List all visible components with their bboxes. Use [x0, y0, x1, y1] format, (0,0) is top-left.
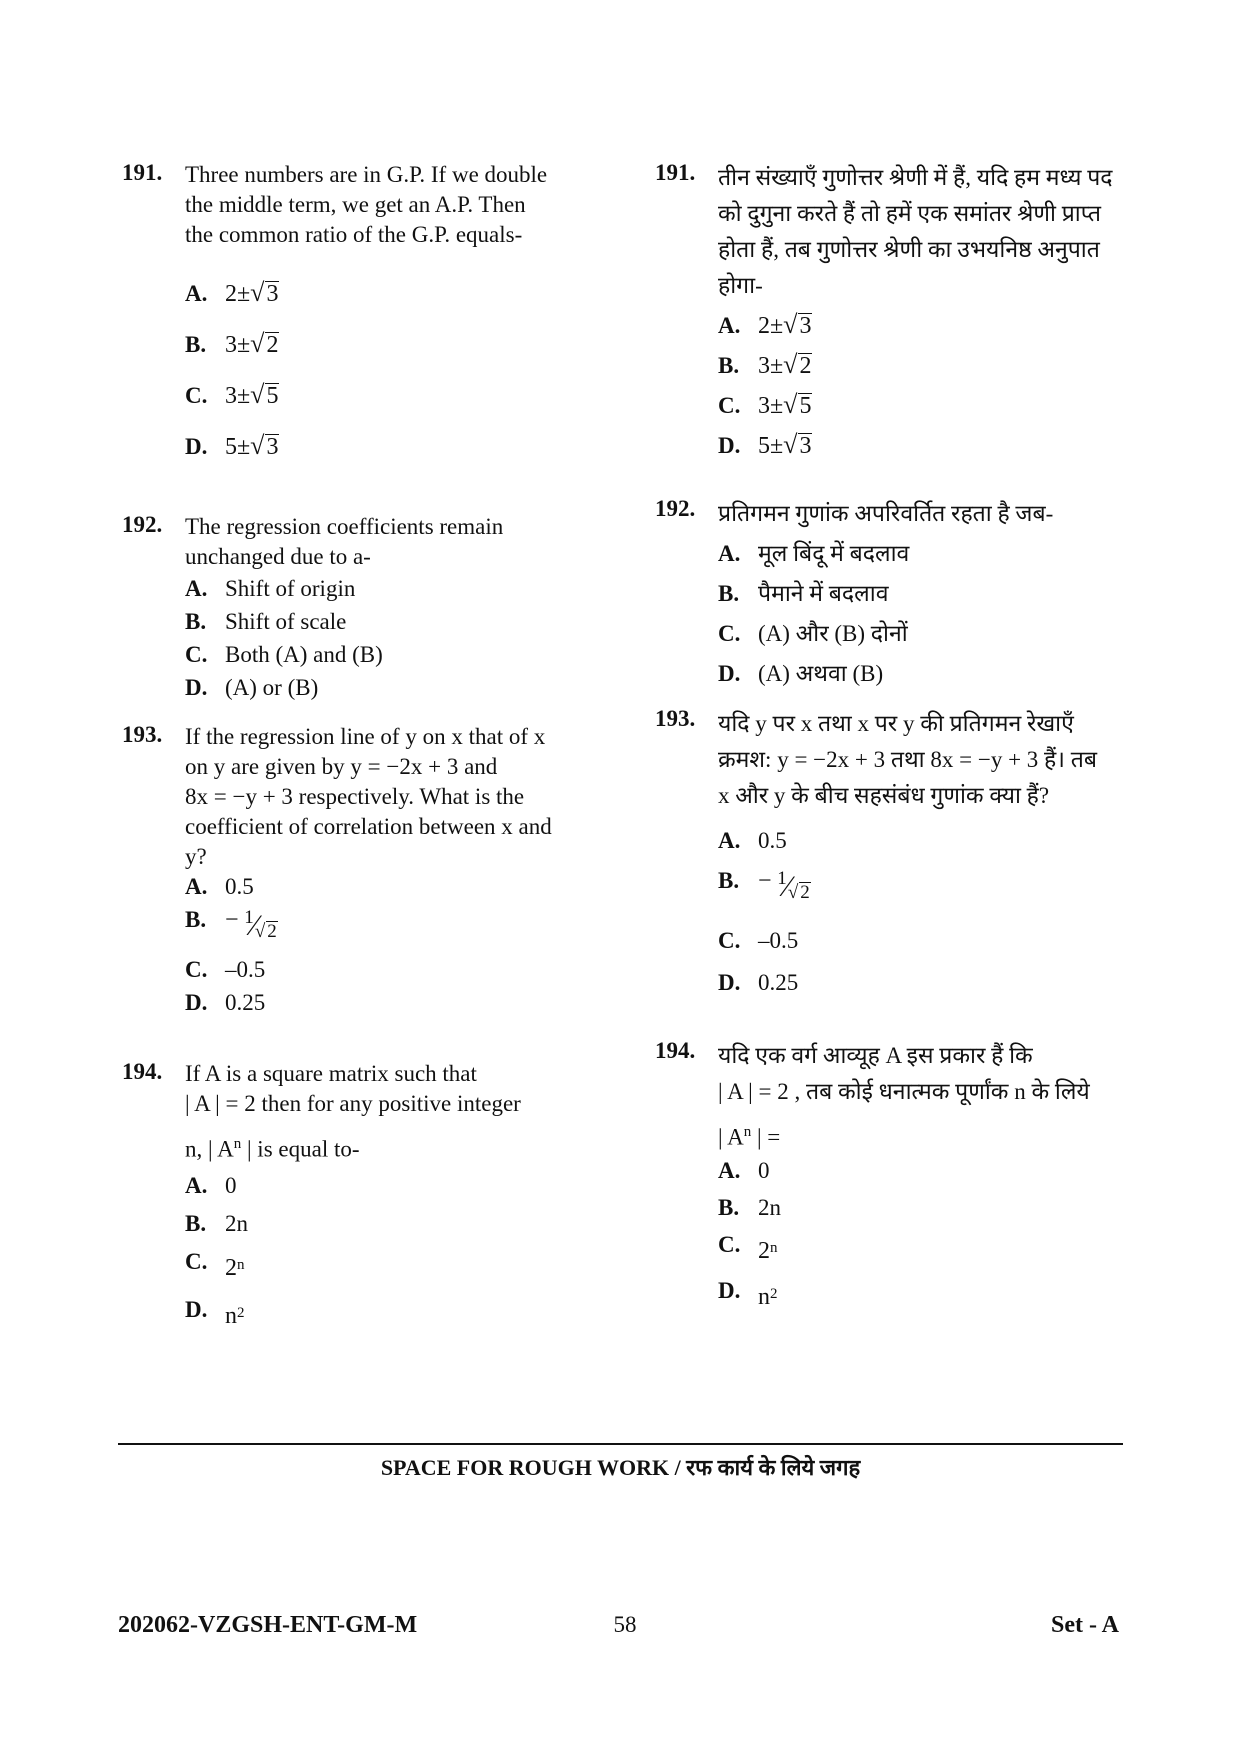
question-line: यदि एक वर्ग आव्यूह A इस प्रकार हैं कि	[718, 1043, 1033, 1068]
option-b: B. 2n	[718, 1194, 781, 1220]
question-number: 193.	[122, 722, 163, 747]
question-line: If A is a square matrix such that	[185, 1061, 477, 1086]
question-line: तीन संख्याएँ गुणोत्तर श्रेणी में हैं, यदि हम मध्य पद	[718, 165, 1113, 190]
option-a: A. 2±√3	[185, 278, 279, 307]
paper-code: 202062-VZGSH-ENT-GM-M	[118, 1612, 418, 1638]
option-a: A. 0	[718, 1157, 770, 1183]
question-number: 192.	[122, 512, 163, 537]
question-line: को दुगुना करते हैं तो हमें एक समांतर श्रेणी प्राप्त	[718, 201, 1101, 226]
options	[718, 310, 1135, 470]
option-c: C. Both (A) and (B)	[185, 642, 383, 667]
question-line: the middle term, we get an A.P. Then	[185, 192, 526, 217]
option-d: D. (A) अथवा (B)	[718, 661, 884, 686]
option-b: B. − 1 ⁄ √ 2	[185, 907, 277, 942]
question-line: 8x = −y + 3 respectively. What is the	[185, 784, 525, 809]
question-line: प्रतिगमन गुणांक अपरिवर्तित रहता है जब-	[718, 501, 1054, 526]
question-line: coefficient of correlation between x and	[185, 814, 552, 839]
question-text	[718, 706, 1135, 814]
hindi-column	[655, 160, 1135, 1324]
question-number: 191.	[655, 160, 696, 185]
fraction: 1 ⁄ √ 2	[777, 868, 810, 903]
question-line: | $A^n$ | =	[718, 1124, 781, 1150]
question-text	[718, 1038, 1135, 1156]
question-line: क्रमश: y = −2x + 3 तथा 8x = −y + 3 हैं। तब	[718, 747, 1097, 772]
question-line: होगा-	[718, 273, 763, 298]
question-text	[185, 1059, 607, 1165]
question-line: यदि y पर x तथा x पर y की प्रतिगमन रेखाएँ	[718, 711, 1074, 736]
option-c: C. 3±√5	[718, 390, 812, 419]
option-a: A. मूल बिंदू में बदलाव	[718, 541, 910, 566]
options	[718, 1158, 1135, 1324]
option-d: D. (A) or (B)	[185, 675, 319, 700]
question-line: | A | = 2 , तब कोई धनात्मक पूर्णांक n के लिये	[718, 1079, 1090, 1104]
option-d: D. n 2	[718, 1277, 778, 1310]
question-line: the common ratio of the G.P. equals-	[185, 222, 523, 247]
question-line: If the regression line of y on x that of x	[185, 724, 546, 749]
options	[718, 536, 1135, 696]
option-c: C. –0.5	[185, 957, 266, 982]
rough-work-label: SPACE FOR ROUGH WORK / रफ कार्य के लिये जगह	[380, 1455, 861, 1480]
question-192-hi	[655, 496, 1135, 696]
options	[185, 874, 607, 1023]
question-text	[185, 512, 607, 572]
option-d: D. 0.25	[718, 970, 799, 995]
option-value: 2±√3	[225, 278, 279, 307]
options	[718, 828, 1135, 1010]
question-text	[185, 160, 607, 250]
option-a: A. 0.5	[185, 874, 254, 899]
option-b: B. 3±√2	[185, 329, 279, 358]
option-d: D. n 2	[185, 1296, 245, 1329]
option-d: D. 5±√3	[718, 430, 812, 459]
fraction: 1 ⁄ √ 2	[244, 907, 277, 942]
option-a: A. 2±√3	[718, 310, 812, 339]
set-label: Set - A	[1051, 1612, 1119, 1638]
question-text	[718, 496, 1135, 532]
question-number: 194.	[122, 1059, 163, 1084]
page-number: 58	[613, 1612, 637, 1637]
option-value: 5±√3	[225, 431, 279, 460]
question-line: y?	[185, 844, 207, 869]
option-value: 3±√5	[225, 380, 279, 409]
question-line: होता हैं, तब गुणोत्तर श्रेणी का उभयनिष्ठ अनुपात	[718, 237, 1100, 262]
option-value: 3±√2	[225, 329, 279, 358]
option-a: A. 0.5	[718, 828, 787, 853]
question-line: x और y के बीच सहसंबंध गुणांक क्या हैं?	[718, 783, 1050, 808]
question-line: unchanged due to a-	[185, 544, 371, 569]
option-c: C. 3±√5	[185, 380, 279, 409]
english-column	[122, 160, 607, 1345]
option-d: D. 5±√3	[185, 431, 279, 460]
question-number: 193.	[655, 706, 696, 731]
question-line: | A | = 2 then for any positive integer	[185, 1091, 521, 1116]
question-194-en	[122, 1059, 607, 1345]
option-b: B. 3±√2	[718, 350, 812, 379]
divider-line	[118, 1443, 1123, 1445]
question-line: n, | $A^n$ | is equal to-	[185, 1136, 360, 1162]
option-d: D. 0.25	[185, 990, 266, 1015]
question-line: on y are given by y = −2x + 3 and	[185, 754, 498, 779]
question-192-en	[122, 512, 607, 708]
option-c: C. 2 n	[185, 1248, 245, 1281]
question-text	[718, 160, 1135, 304]
option-a: A. 0	[185, 1172, 237, 1198]
question-194-hi	[655, 1038, 1135, 1324]
option-c: C. (A) और (B) दोनों	[718, 621, 908, 646]
question-193-en	[122, 722, 607, 1023]
options	[185, 576, 607, 708]
option-b: B. 2n	[185, 1210, 248, 1236]
question-line: The regression coefficients remain	[185, 514, 504, 539]
question-191-en	[122, 160, 607, 482]
option-c: C. –0.5	[718, 928, 799, 953]
question-number: 192.	[655, 496, 696, 521]
question-number: 191.	[122, 160, 163, 185]
option-b: B. पैमाने में बदलाव	[718, 581, 889, 606]
question-number: 194.	[655, 1038, 696, 1063]
question-text	[185, 722, 607, 872]
question-193-hi	[655, 706, 1135, 1010]
option-c: C. 2 n	[718, 1231, 778, 1264]
question-line: Three numbers are in G.P. If we double	[185, 162, 548, 187]
option-a: A. Shift of origin	[185, 576, 356, 601]
option-b: B. Shift of scale	[185, 609, 347, 634]
options	[185, 278, 607, 482]
question-191-hi	[655, 160, 1135, 470]
options	[185, 1173, 607, 1345]
option-b: B. − 1 ⁄ √ 2	[718, 868, 810, 903]
